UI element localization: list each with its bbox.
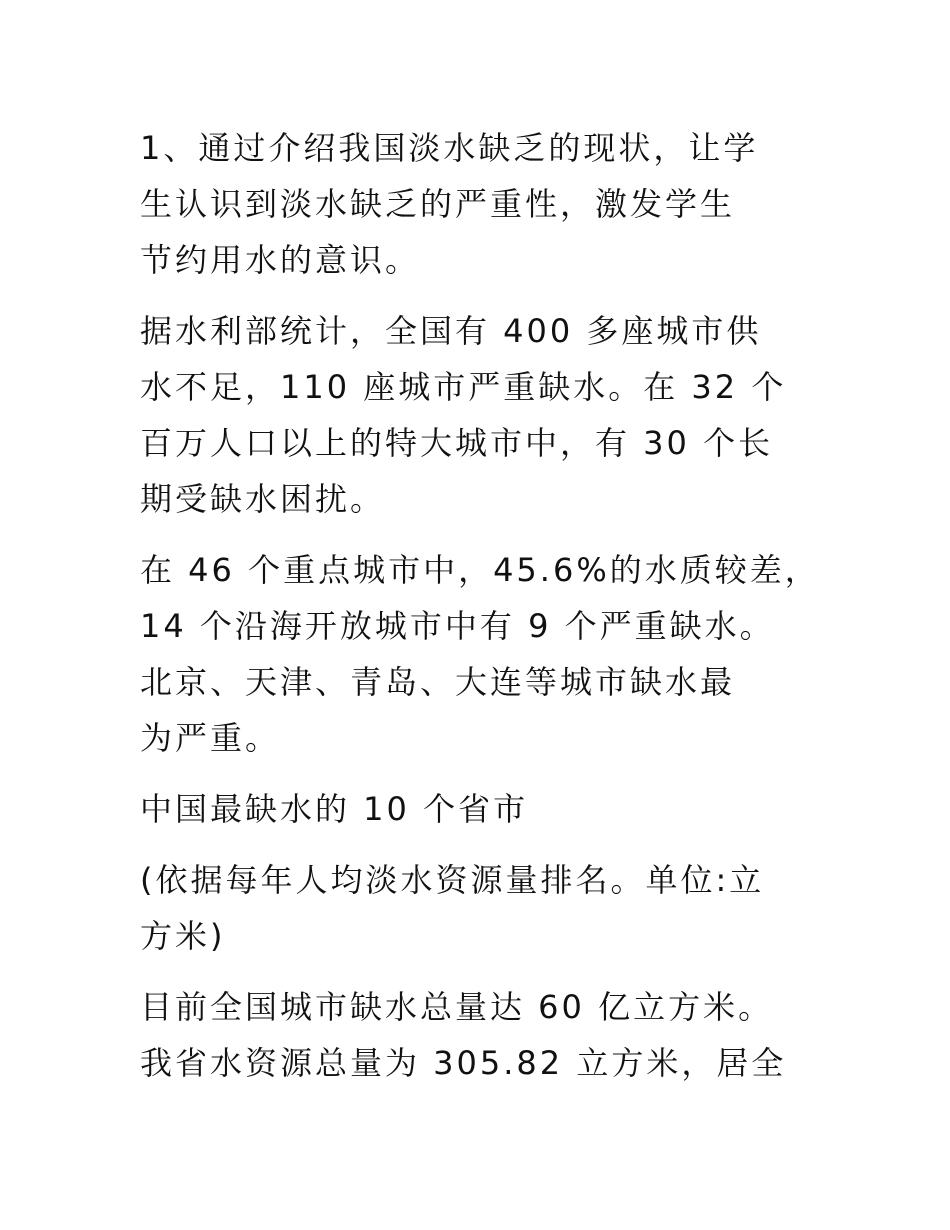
text-line: 14 个沿海开放城市中有 9 个严重缺水。 bbox=[140, 607, 775, 645]
paragraph-ranking-note bbox=[140, 852, 840, 964]
text-line: 北京、天津、青岛、大连等城市缺水最 bbox=[140, 663, 736, 701]
text-line: 期受缺水困扰。 bbox=[140, 480, 386, 518]
paragraph-heading-provinces bbox=[140, 781, 840, 837]
text-line: 中国最缺水的 10 个省市 bbox=[140, 790, 529, 828]
paragraph-key-cities bbox=[140, 542, 840, 766]
text-line: 我省水资源总量为 305.82 立方米，居全 bbox=[140, 1044, 787, 1082]
text-line: 1、通过介绍我国淡水缺乏的现状，让学 bbox=[140, 129, 759, 167]
text-line: 生认识到淡水缺乏的严重性，激发学生 bbox=[140, 185, 736, 223]
text-line: 方米) bbox=[140, 917, 226, 955]
text-line: (依据每年人均淡水资源量排名。单位:立 bbox=[140, 861, 765, 899]
paragraph-objective bbox=[140, 120, 840, 288]
text-line: 节约用水的意识。 bbox=[140, 241, 421, 279]
text-line: 为严重。 bbox=[140, 719, 281, 757]
text-line: 百万人口以上的特大城市中，有 30 个长 bbox=[140, 424, 774, 462]
document-body bbox=[140, 120, 840, 1106]
text-line: 在 46 个重点城市中，45.6%的水质较差， bbox=[140, 551, 820, 589]
text-line: 水不足，110 座城市严重缺水。在 32 个 bbox=[140, 368, 787, 406]
paragraph-statistics bbox=[140, 303, 840, 527]
text-line: 据水利部统计，全国有 400 多座城市供 bbox=[140, 312, 762, 350]
paragraph-shortage-total bbox=[140, 979, 840, 1091]
text-line: 目前全国城市缺水总量达 60 亿立方米。 bbox=[140, 988, 774, 1026]
